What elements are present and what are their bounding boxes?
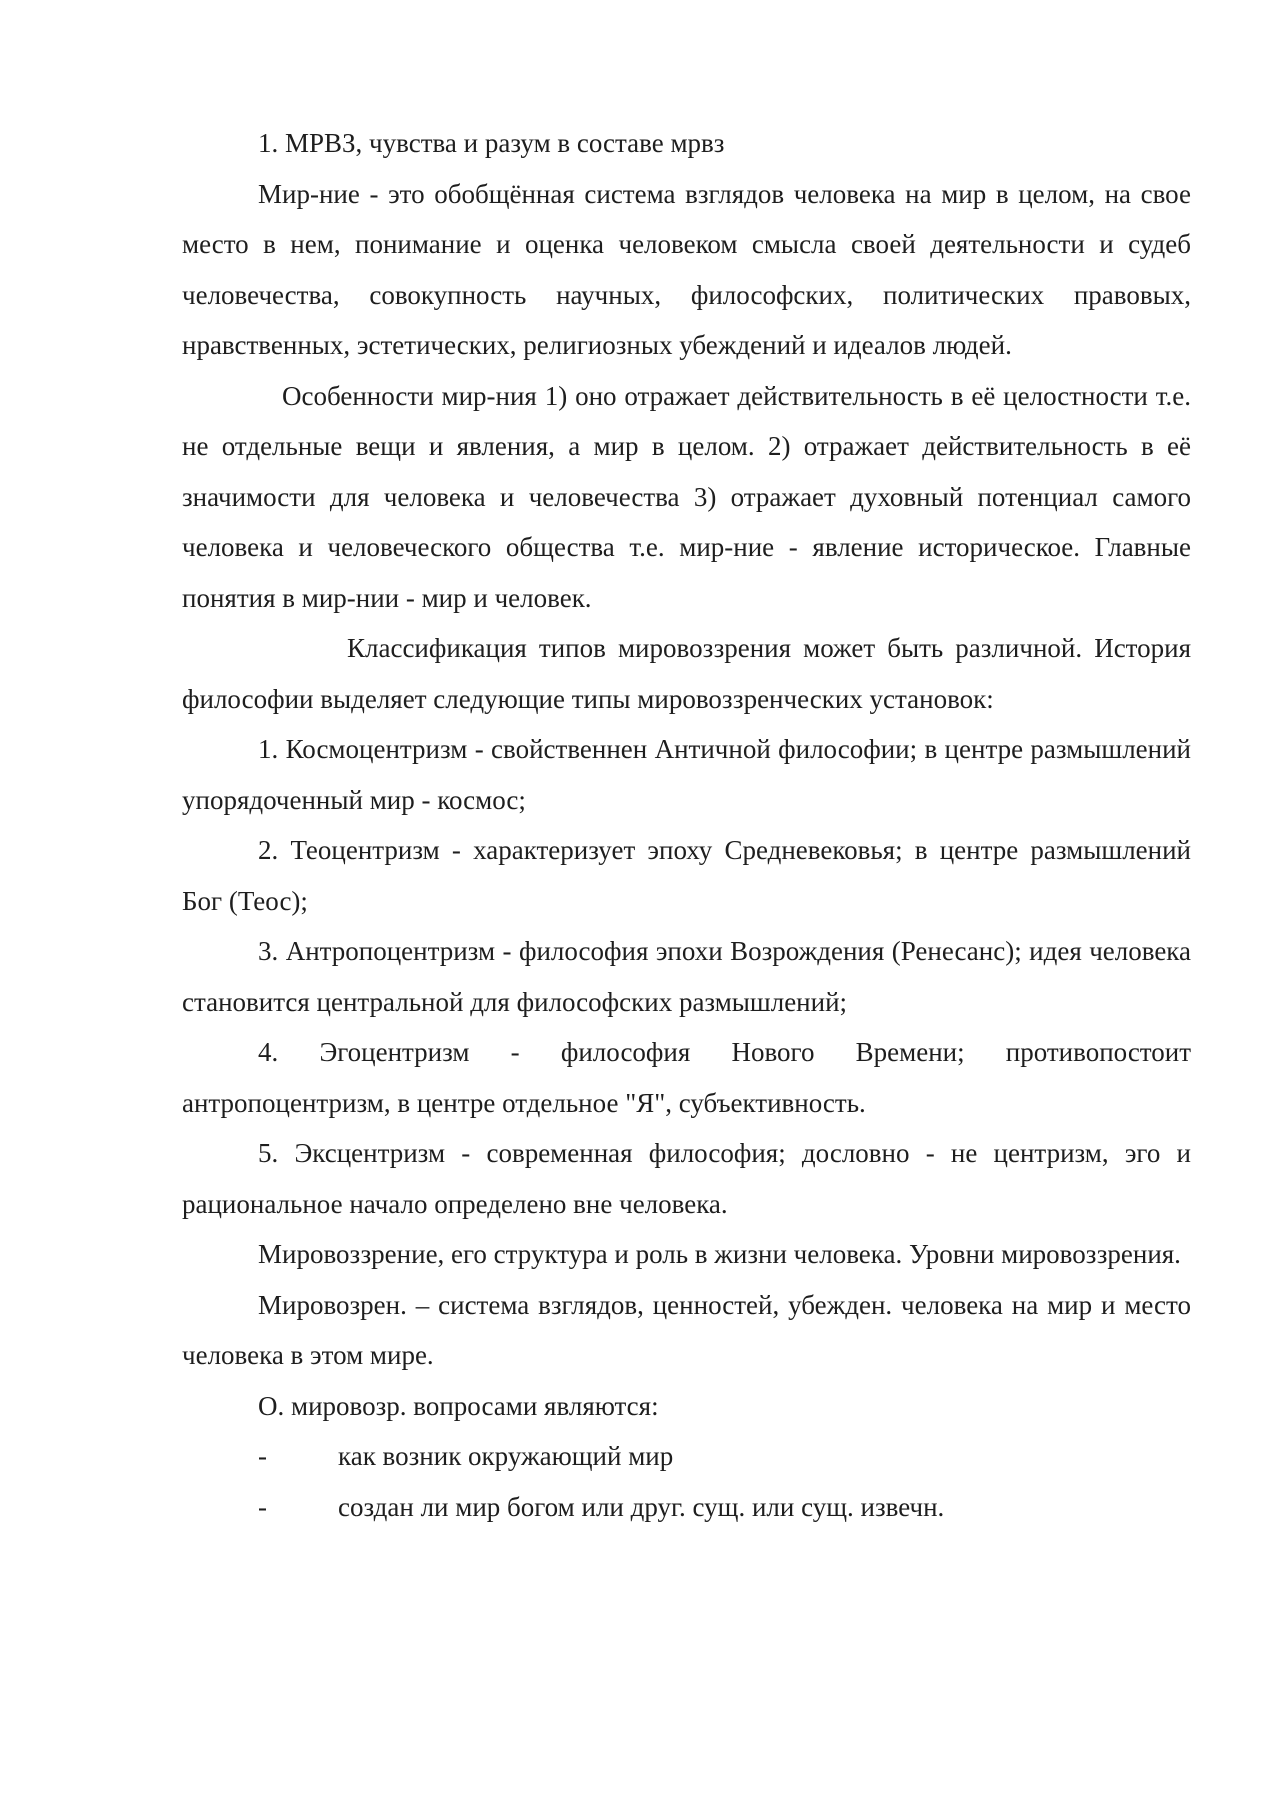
- paragraph-classification: Классификация типов мировоззрения может быть различной. История философии выделяет следующие типы мировоззренческих установок:: [182, 633, 1191, 714]
- type-item-theocentrism: 2. Теоцентризм - характеризует эпоху Средневековья; в центре размышлений Бог (Теос);: [182, 835, 1191, 916]
- document-page: [182, 118, 1191, 1532]
- list-item: [182, 1431, 1191, 1482]
- paragraph-definition: Мир-ние - это обобщённая система взглядов человека на мир в целом, на свое место в нем, понимание и оценка человеком смысла своей деятельности и судеб человечества, совокупность научных, философских, политических правовых, нравственных, эстетических, религиозных убеждений и идеалов людей.: [182, 178, 1191, 360]
- paragraph-structure-heading: Мировоззрение, его структура и роль в жизни человека. Уровни мировоззрения.: [258, 1239, 1181, 1269]
- list-marker: -: [258, 1441, 267, 1471]
- paragraph-features: Особенности мир-ния 1) оно отражает действительность в её целостности т.е. не отдельные вещи и явления, а мир в целом. 2) отражает действительность в её значимости для человека и человечества 3) отражает духовный потенциал самого человека и человеческого общества т.е. мир-ние - явление историческое. Главные понятия в мир-нии - мир и человек.: [182, 380, 1191, 613]
- paragraph-worldview-definition: Мировозрен. – система взглядов, ценностей, убежден. человека на мир и место человека в этом мире.: [182, 1289, 1191, 1370]
- list-item: [182, 1482, 1191, 1533]
- type-item-cosmocentrism: 1. Космоцентризм - свойственнен Античной философии; в центре размышлений упорядоченный мир - космос;: [182, 734, 1191, 815]
- list-item-text: создан ли мир богом или друг. сущ. или сущ. извечн.: [338, 1491, 945, 1522]
- type-item-excentrism: 5. Эксцентризм - современная философия; дословно - не центризм, эго и рациональное начало определено вне человека.: [182, 1138, 1191, 1219]
- section-heading: 1. МРВЗ, чувства и разум в составе мрвз: [258, 128, 725, 158]
- list-marker: -: [258, 1491, 267, 1522]
- type-item-anthropocentrism: 3. Антропоцентризм - философия эпохи Возрождения (Ренесанс); идея человека становится центральной для философских размышлений;: [182, 936, 1191, 1017]
- list-item-text: как возник окружающий мир: [338, 1441, 674, 1471]
- type-item-egocentrism: 4. Эгоцентризм - философия Нового Времени; противопостоит антропоцентризм, в центре отдельное "Я", субъективность.: [182, 1037, 1191, 1118]
- paragraph-questions-intro: О. мировозр. вопросами являются:: [258, 1390, 659, 1421]
